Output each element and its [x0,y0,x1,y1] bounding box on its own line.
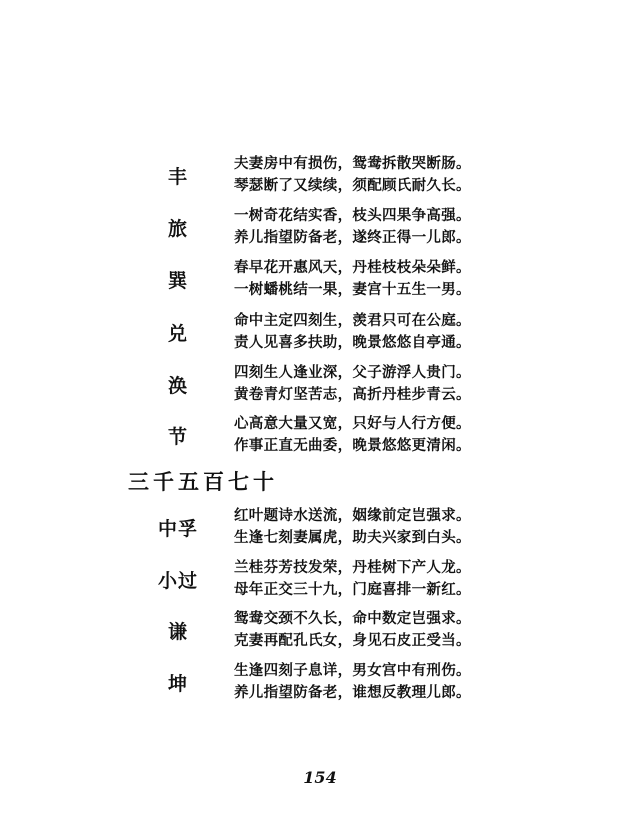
verse-line: 春早花开惠风天，丹桂枝枝朵朵鲜。 [234,259,471,276]
verse-entry [0,412,640,458]
verse-line: 养儿指望防备老，谁想反教理儿郎。 [234,684,471,701]
hexagram-name: 节 [167,425,188,448]
verse-line: 一树奇花结实香，枝头四果争高强。 [234,207,471,224]
verse-entry [0,256,640,302]
verse-entry [0,204,640,250]
verse-line: 生逢四刻子息详，男女宫中有刑伤。 [234,662,471,679]
verse-line: 一树蟠桃结一果，妻宫十五生一男。 [234,281,471,298]
hexagram-name: 巽 [167,269,188,292]
verse-line: 琴瑟断了又续续，须配顾氏耐久长。 [234,177,471,194]
verse-line: 红叶题诗水送流，姻缘前定岂强求。 [234,507,471,524]
verse-line: 命中主定四刻生，羡君只可在公庭。 [234,312,471,329]
verse-entry [0,607,640,653]
verse-entry [0,659,640,705]
verse-line: 夫妻房中有损伤，鸳鸯拆散哭断肠。 [234,155,471,172]
verse-line: 鸳鸯交颈不久长，命中数定岂强求。 [234,610,471,627]
hexagram-name: 旅 [167,217,188,240]
verse-line: 生逢七刻妻属虎，助夫兴家到白头。 [234,529,471,546]
verse-entry [0,556,640,602]
hexagram-name: 丰 [167,165,188,188]
verse-entry [0,309,640,355]
verse-line: 心高意大量又宽，只好与人行方便。 [234,415,471,432]
verse-line: 兰桂芬芳技发荣，丹桂树下产人龙。 [234,559,471,576]
hexagram-name: 坤 [167,672,188,695]
verse-line: 母年正交三十九，门庭喜排一新红。 [234,581,471,598]
verse-line: 黄卷青灯坚苦志，高折丹桂步青云。 [234,386,471,403]
verse-entry [0,504,640,550]
verse-entry [0,361,640,407]
verse-line: 作事正直无曲委，晚景悠悠更清闲。 [234,437,471,454]
verse-line: 克妻再配孔氏女，身见石皮正受当。 [234,632,471,649]
section-heading: 三千五百七十 [128,469,278,494]
hexagram-name: 中孚 [157,517,198,540]
page-number: 154 [303,768,337,787]
verse-line: 养儿指望防备老，遂终正得一儿郎。 [234,229,471,246]
hexagram-name: 兑 [167,322,188,345]
verse-entry [0,152,640,198]
hexagram-name: 小过 [157,569,198,592]
verse-line: 责人见喜多扶助，晚景悠悠自亭通。 [234,334,471,351]
hexagram-name: 涣 [167,374,188,397]
verse-line: 四刻生人逢业深，父子游浮人贵门。 [234,364,471,381]
hexagram-name: 谦 [167,620,188,643]
